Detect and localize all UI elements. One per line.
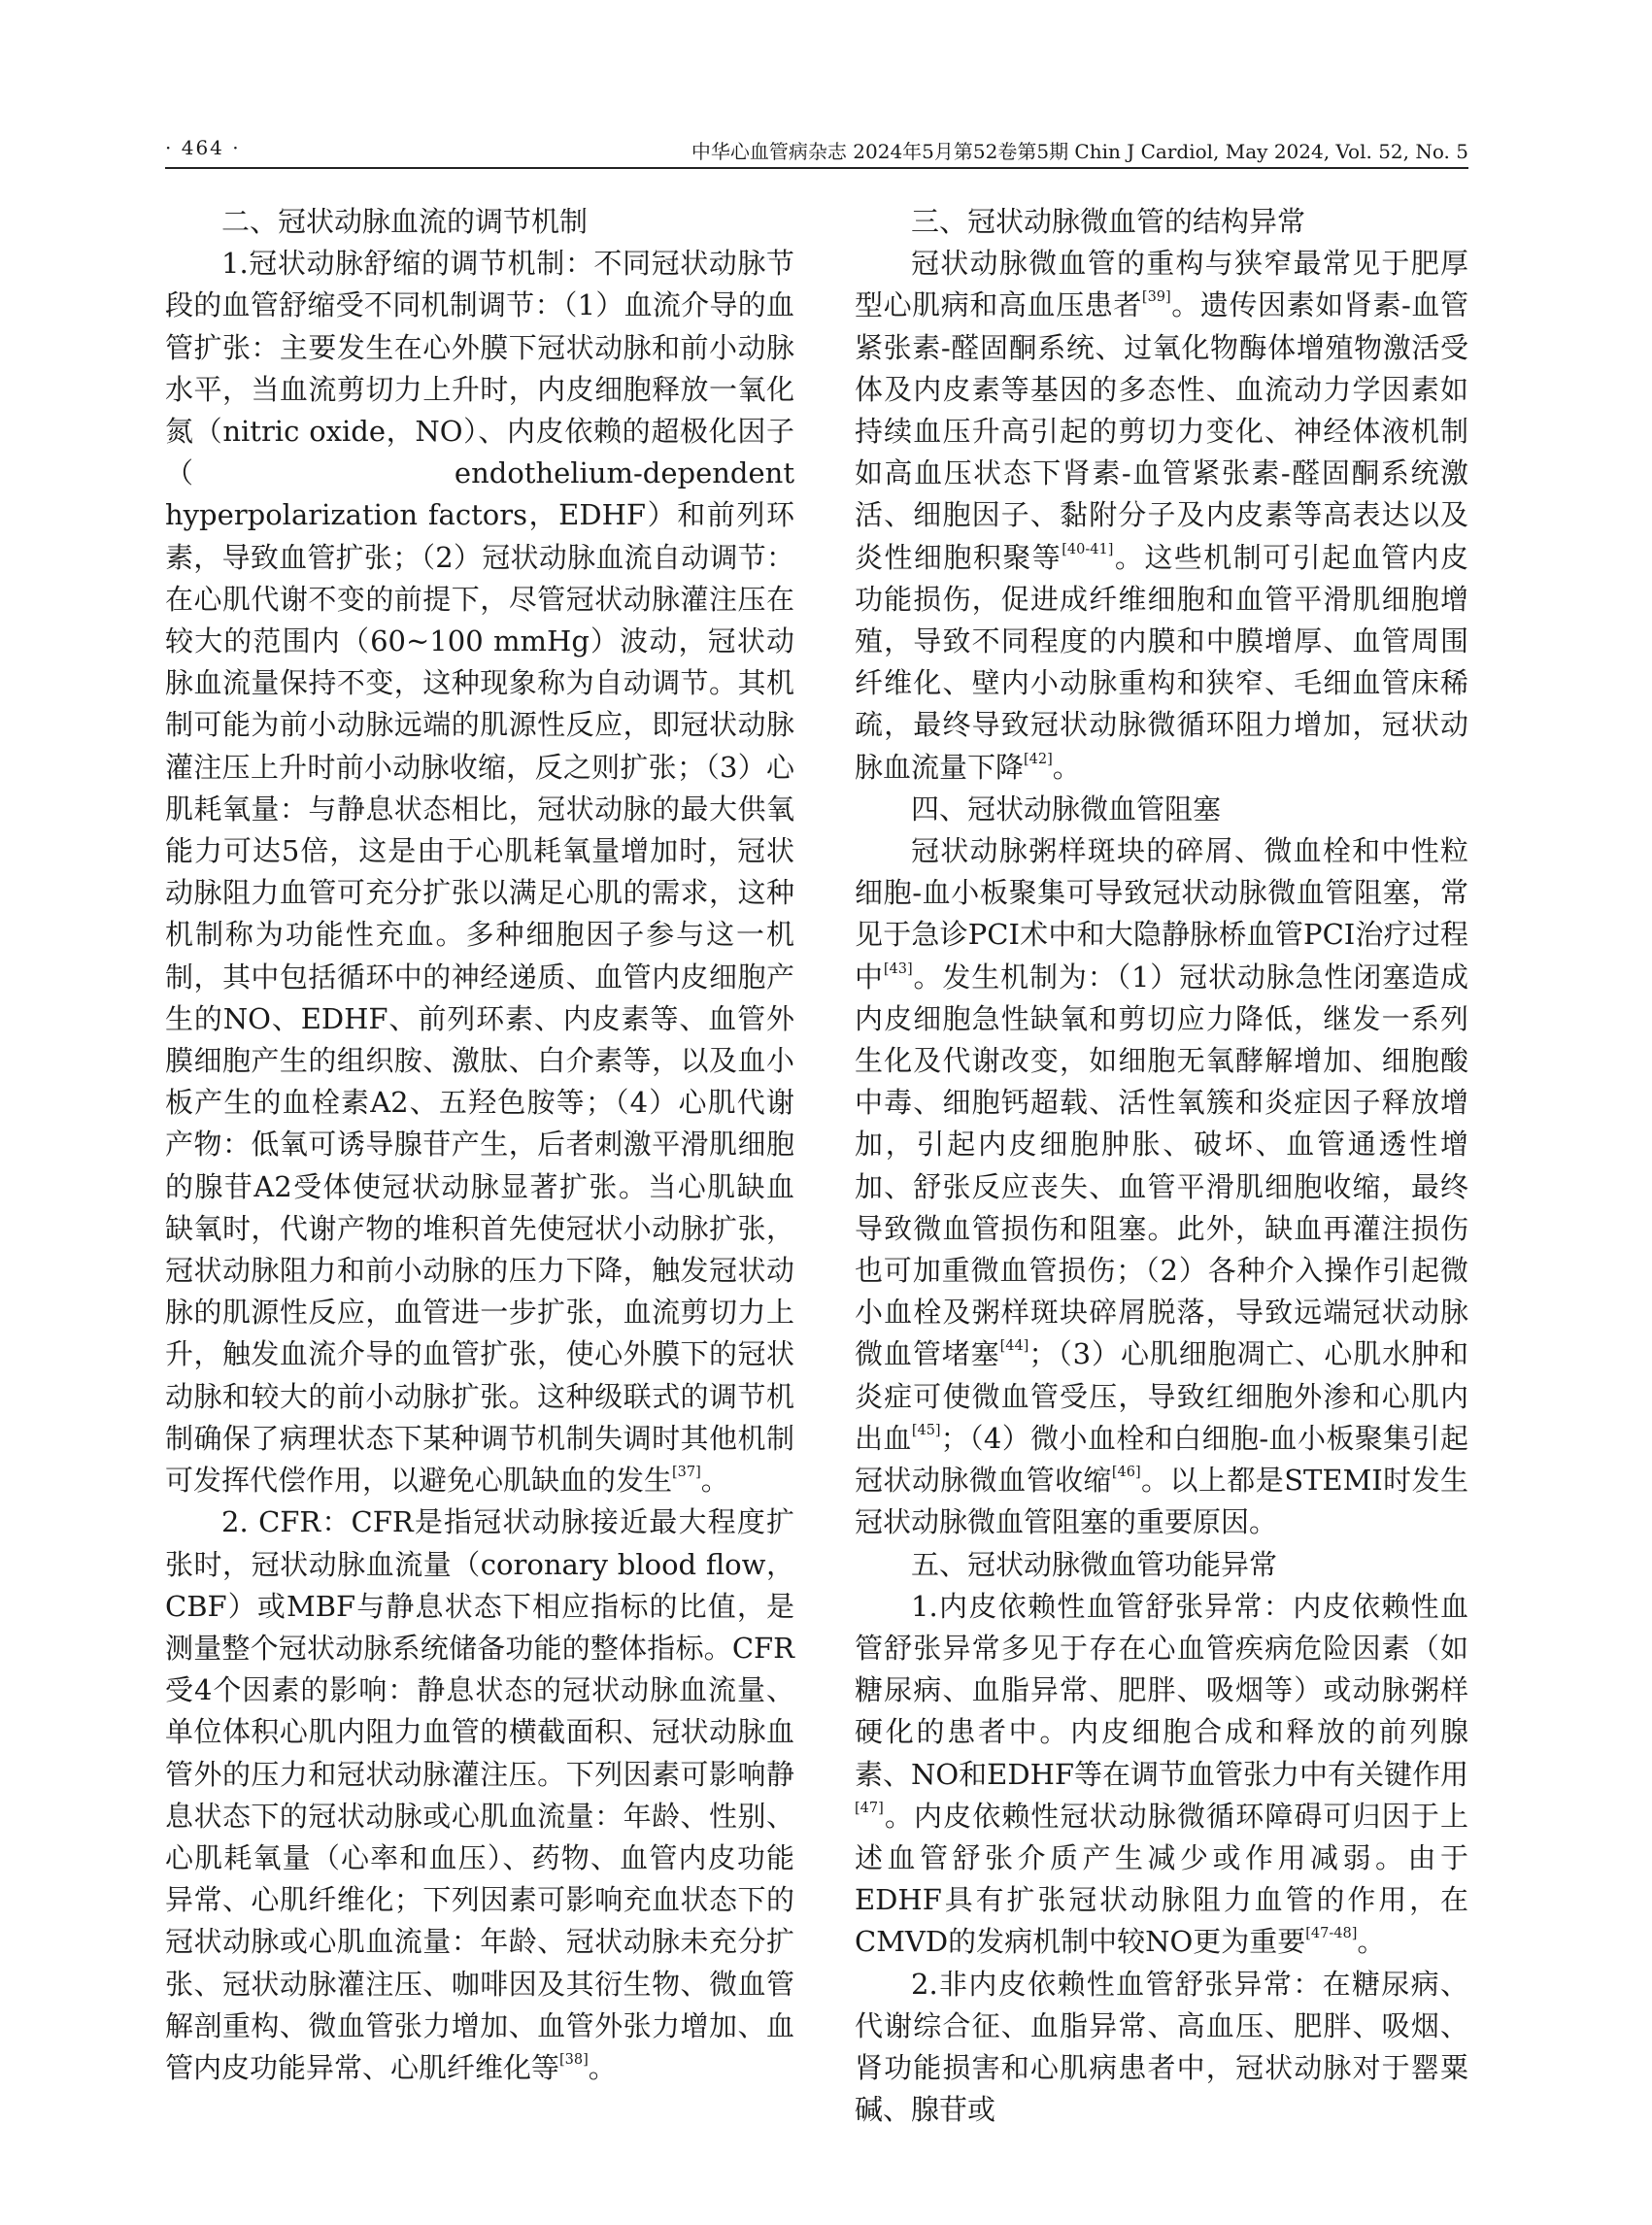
punctuation: 。 <box>1357 1925 1386 1959</box>
citation-ref: [38] <box>559 2052 589 2069</box>
left-column <box>165 201 794 2089</box>
paragraph-endothelium-dependent <box>855 1586 1468 1964</box>
paragraph-vasomotor-regulation <box>165 243 794 1501</box>
citation-ref: [37] <box>672 1465 701 1481</box>
right-column <box>855 201 1468 2131</box>
citation-ref: [47-48] <box>1305 1926 1358 1942</box>
paragraph-text: 。遗传因素如肾素-血管紧张素-醛固酮系统、过氧化物酶体增殖物激活受体及内皮素等基因的多态性、血流动力学因素如持续血压升高引起的剪切力变化、神经体液机制如高血压状态下肾素-血管紧张素-醛固酮系统激活、细胞因子、黏附分子及内皮素等高表达以及炎性细胞积聚等 <box>855 288 1468 574</box>
journal-citation: 中华心血管病杂志 2024年5月第52卷第5期 Chin J Cardiol, May 2024, Vol. 52, No. 5 <box>691 140 1468 163</box>
paragraph-structural-abnormality <box>855 243 1468 789</box>
paragraph-text: 。这些机制可引起血管内皮功能损伤，促进成纤维细胞和血管平滑肌细胞增殖，导致不同程度的内膜和中膜增厚、血管周围纤维化、壁内小动脉重构和狭窄、毛细血管床稀疏，最终导致冠状动脉微循环阻力增加，冠状动脉血流量下降 <box>855 540 1468 784</box>
punctuation: 。 <box>1052 750 1081 784</box>
paragraph-cfr <box>165 1501 794 2089</box>
paragraph-text: 1.冠状动脉舒缩的调节机制：不同冠状动脉节段的血管舒缩受不同机制调节：（1）血流介导的血管扩张：主要发生在心外膜下冠状动脉和前小动脉水平，当血流剪切力上升时，内皮细胞释放一氧化氮（nitric oxide，NO）、内皮依赖的超极化因子（endothelium-dependent hyperpolarization factors，EDHF）和前列环素，导致血管扩张；（2）冠状动脉血流自动调节：在心肌代谢不变的前提下，尽管冠状动脉灌注压在较大的范围内（60~100 mmHg）波动，冠状动脉血流量保持不变，这种现象称为自动调节。其机制可能为前小动脉远端的肌源性反应，即冠状动脉灌注压上升时前小动脉收缩，反之则扩张；（3）心肌耗氧量：与静息状态相比，冠状动脉的最大供氧能力可达5倍，这是由于心肌耗氧量增加时，冠状动脉阻力血管可充分扩张以满足心肌的需求，这种机制称为功能性充血。多种细胞因子参与这一机制，其中包括循环中的神经递质、血管内皮细胞产生的NO、EDHF、前列环素、内皮素等、血管外膜细胞产生的组织胺、激肽、白介素等，以及血小板产生的血栓素A2、五羟色胺等；（4）心肌代谢产物：低氧可诱导腺苷产生，后者刺激平滑肌细胞的腺苷A2受体使冠状动脉显著扩张。当心肌缺血缺氧时，代谢产物的堆积首先使冠状小动脉扩张，冠状动脉阻力和前小动脉的压力下降，触发冠状动脉的肌源性反应，血管进一步扩张，血流剪切力上升，触发血流介导的血管扩张，使心外膜下的冠状动脉和较大的前小动脉扩张。这种级联式的调节机制确保了病理状态下某种调节机制失调时其他机制可发挥代偿作用，以避免心肌缺血的发生 <box>165 247 794 1498</box>
section-heading-3: 三、冠状动脉微血管的结构异常 <box>911 205 1306 238</box>
section-heading-5: 五、冠状动脉微血管功能异常 <box>911 1547 1278 1581</box>
citation-ref: [44] <box>999 1338 1029 1355</box>
paragraph-text: ；（4）微小血栓和白细胞-血小板聚集引起冠状动脉微血管收缩 <box>855 1421 1468 1498</box>
citation-ref: [39] <box>1141 289 1171 306</box>
running-header <box>165 134 1468 169</box>
paragraph-non-endothelium-dependent: 2.非内皮依赖性血管舒张异常：在糖尿病、代谢综合征、血脂异常、高血压、肥胖、吸烟、肾功能损害和心肌病患者中，冠状动脉对于罂粟碱、腺苷或 <box>855 1967 1468 2127</box>
section-heading-2: 二、冠状动脉血流的调节机制 <box>221 205 589 238</box>
citation-ref: [45] <box>911 1423 941 1439</box>
section-heading-4: 四、冠状动脉微血管阻塞 <box>911 792 1222 826</box>
paragraph-text: 。内皮依赖性冠状动脉微循环障碍可归因于上述血管舒张介质产生减少或作用减弱。由于EDHF具有扩张冠状动脉阻力血管的作用，在CMVD的发病机制中较NO更为重要 <box>855 1799 1468 1959</box>
paragraph-microvascular-obstruction <box>855 830 1468 1543</box>
paragraph-text: ；（3）心肌细胞凋亡、心肌水肿和炎症可使微血管受压，导致红细胞外渗和心肌内出血 <box>855 1337 1468 1455</box>
paragraph-text: 。发生机制为：（1）冠状动脉急性闭塞造成内皮细胞急性缺氧和剪切应力降低，继发一系列生化及代谢改变，如细胞无氧酵解增加、细胞酸中毒、细胞钙超载、活性氧簇和炎症因子释放增加，引起内皮细胞肿胀、破坏、血管通透性增加、舒张反应丧失、血管平滑肌细胞收缩，最终导致微血管损伤和阻塞。此外，缺血再灌注损伤也可加重微血管损伤；（2）各种介入操作引起微小血栓及粥样斑块碎屑脱落，导致远端冠状动脉微血管堵塞 <box>855 960 1468 1371</box>
citation-ref: [46] <box>1111 1465 1141 1481</box>
paragraph-text: 。以上都是STEMI时发生冠状动脉微血管阻塞的重要原因。 <box>855 1464 1468 1539</box>
page-number: · 464 · <box>165 136 241 159</box>
punctuation: 。 <box>588 2050 617 2084</box>
citation-ref: [43] <box>883 961 913 977</box>
citation-ref: [40-41] <box>1062 541 1114 557</box>
punctuation: 。 <box>700 1464 729 1498</box>
paragraph-text: 冠状动脉微血管的重构与狭窄最常见于肥厚型心肌病和高血压患者 <box>855 247 1468 322</box>
paragraph-text: 1.内皮依赖性血管舒张异常：内皮依赖性血管舒张异常多见于存在心血管疾病危险因素（如糖尿病、血脂异常、肥胖、吸烟等）或动脉粥样硬化的患者中。内皮细胞合成和释放的前列腺素、NO和EDHF等在调节血管张力中有关键作用 <box>855 1589 1468 1791</box>
paragraph-text: 冠状动脉粥样斑块的碎屑、微血栓和中性粒细胞-血小板聚集可导致冠状动脉微血管阻塞，常见于急诊PCI术中和大隐静脉桥血管PCI治疗过程中 <box>855 834 1468 994</box>
paragraph-text: 2. CFR：CFR是指冠状动脉接近最大程度扩张时，冠状动脉血流量（coronary blood flow，CBF）或MBF与静息状态下相应指标的比值，是测量整个冠状动脉系统储备功能的整体指标。CFR受4个因素的影响：静息状态的冠状动脉血流量、单位体积心肌内阻力血管的横截面积、冠状动脉血管外的压力和冠状动脉灌注压。下列因素可影响静息状态下的冠状动脉或心肌血流量：年龄、性别、心肌耗氧量（心率和血压）、药物、血管内皮功能异常、心肌纤维化；下列因素可影响充血状态下的冠状动脉或心肌血流量：年龄、冠状动脉未充分扩张、冠状动脉灌注压、咖啡因及其衍生物、微血管解剖重构、微血管张力增加、血管外张力增加、血管内皮功能异常、心肌纤维化等 <box>165 1505 794 2084</box>
citation-ref: [47] <box>855 1800 884 1816</box>
citation-ref: [42] <box>1024 751 1053 767</box>
